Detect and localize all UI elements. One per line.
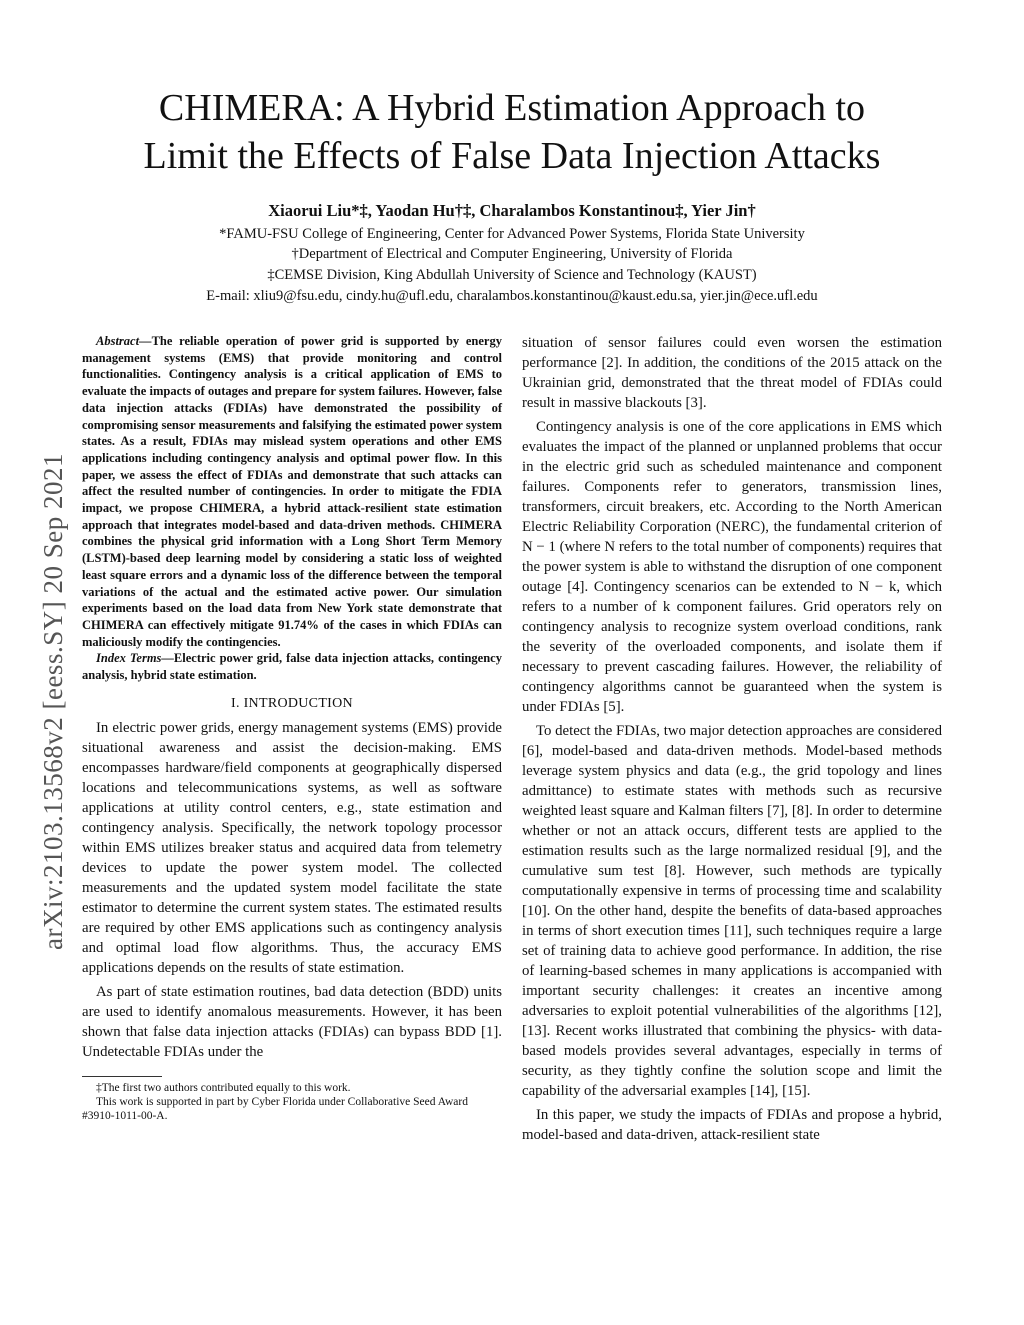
author-emails: E-mail: xliu9@fsu.edu, cindy.hu@ufl.edu, charalambos.konstantinou@kaust.edu.sa, yier.jin@ece.ufl.edu: [206, 288, 818, 304]
index-terms-label: Index Terms—: [96, 651, 174, 666]
footnote-equal-contribution: ‡The first two authors contributed equally to this work.: [96, 1081, 351, 1094]
affiliation-uf: †Department of Electrical and Computer Engineering, University of Florida: [291, 246, 733, 262]
affiliation-kaust: ‡CEMSE Division, King Abdullah University of Science and Technology (KAUST): [267, 267, 757, 283]
right-paragraph-1: situation of sensor failures could even worsen the estimation performance [2]. In addition, the conditions of the 2015 attack on the Ukrainian grid, demonstrated that the threat model of FDIAs could result in massive blackouts [3].: [522, 335, 942, 411]
index-terms-text: Electric power grid, false data injection attacks, contingency analysis, hybrid state estimation.: [82, 651, 502, 683]
abstract: [82, 333, 502, 650]
right-column: [522, 333, 942, 1149]
right-paragraph-4: In this paper, we study the impacts of FDIAs and propose a hybrid, model-based and data-driven, attack-resilient state: [522, 1107, 942, 1143]
arxiv-identifier: arXiv:2103.13568v2 [eess.SY] 20 Sep 2021: [38, 453, 68, 950]
arxiv-sidebar: [0, 0, 68, 1325]
index-terms: [82, 650, 502, 683]
left-column: [82, 333, 502, 1123]
footnote-funding: This work is supported in part by Cyber Florida under Collaborative Seed Award #3910-1011-00-A.: [82, 1095, 468, 1122]
right-paragraph-3: To detect the FDIAs, two major detection approaches are considered [6], model-based and data-driven methods. Model-based methods leverage system physics and data (e.g., the grid topology and lines admittance) to estimate states with methods such as recursive weighted least square and Kalman filters [7], [8]. In order to determine whether or not an attack occurs, different tests are applied to the estimation results such as the large normalized residual [9], and the cumulative sum test [8]. However, such methods are typically computationally expensive in terms of processing time and scalability [10]. On the other hand, despite the benefits of data-based approaches in terms of short execution times [11], such techniques require a large set of training data to achieve good performance. In addition, the rise of learning-based schemes in many applications is accompanied with important security challenges: it creates an incentive among adversaries to exploit potential vulnerabilities of the algorithms [12], [13]. Recent works illustrated that combining the physics- with data- based models provides several advantages, especially in terms of security, as they tightly confine the solution scope and limit the capability of the adversarial examples [14], [15].: [522, 723, 942, 1099]
abstract-label: Abstract—: [96, 334, 152, 348]
affiliation-fsu: *FAMU-FSU College of Engineering, Center for Advanced Power Systems, Florida State University: [219, 226, 805, 242]
abstract-text: The reliable operation of power grid is supported by energy management systems (EMS) that provide monitoring and control functionalities. Contingency analysis is a critical application of EMS to evaluate the impacts of outages and prepare for system failures. However, false data injection attacks (FDIAs) have demonstrated the possibility of compromising sensor measurements and falsifying the estimated power system states. As a result, FDIAs may mislead system operations and other EMS applications including contingency analysis and optimal power flow. In this paper, we assess the effect of FDIAs and demonstrate that such attacks can affect the resulted number of contingencies. In order to mitigate the FDIA impact, we propose CHIMERA, a hybrid attack-resilient state estimation approach that integrates model-based and data-driven methods. CHIMERA combines the physical grid information with a Long Short Term Memory (LSTM)-based deep learning model by considering a static loss of weighted least square errors and a dynamic loss of the difference between the temporal variations of the actual and the estimated active power. Our simulation experiments based on the load data from New York state demonstrate that CHIMERA can effectively mitigate 91.74% of the cases in which FDIAs can maliciously modify the contingencies.: [82, 334, 502, 649]
title-line-1: CHIMERA: A Hybrid Estimation Approach to: [158, 87, 866, 129]
author-list: Xiaorui Liu*‡, Yaodan Hu†‡, Charalambos Konstantinou‡, Yier Jin†: [268, 201, 756, 220]
paper-title: [60, 84, 964, 180]
section-heading-introduction: I. INTRODUCTION: [231, 695, 353, 711]
intro-paragraph-1: In electric power grids, energy management systems (EMS) provide situational awareness and assist the decision-making. EMS encompasses hardware/field components at geographically dispersed locations and telecommunications systems, as well as software applications at utility control centers, e.g., state estimation and contingency analysis. Specifically, the network topology processor within EMS utilizes breaker status and acquired data from telemetry devices to update the power system model. The collected measurements and the updated system model facilitate the state estimator to determine the current system states. The estimated results are required by other EMS applications such as contingency analysis and optimal load flow algorithms. Thus, the accuracy EMS applications depends on the results of state estimation.: [82, 719, 502, 976]
right-paragraph-2: Contingency analysis is one of the core applications in EMS which evaluates the impact of the planned or unplanned problems that occur in the electric grid such as scheduled maintenance and component failures. Components refer to generators, transmission lines, transformers, circuit breakers, etc. According to the North American Electric Reliability Corporation (NERC), the fundamental criterion of N − 1 (where N refers to the total number of components) requires that the power system is able to withstand the disruption of one component outage [4]. Contingency scenarios can be extended to N − k, which refers to a number of k component failures. Grid operators rely on contingency analysis to recognize system overload conditions, rank the severity of the overloaded components, and isolate them if necessary to prevent cascading failures. However, the reliability of contingency algorithms cannot be guaranteed when the system is under FDIAs [5].: [522, 419, 942, 715]
intro-paragraph-2: As part of state estimation routines, bad data detection (BDD) units are used to identify anomalous measurements. However, it has been shown that false data injection attacks (FDIAs) can bypass BDD [1]. Undetectable FDIAs under the: [82, 983, 502, 1060]
title-line-2: Limit the Effects of False Data Injection Attacks: [143, 135, 881, 177]
footnote-rule: [82, 1076, 162, 1077]
